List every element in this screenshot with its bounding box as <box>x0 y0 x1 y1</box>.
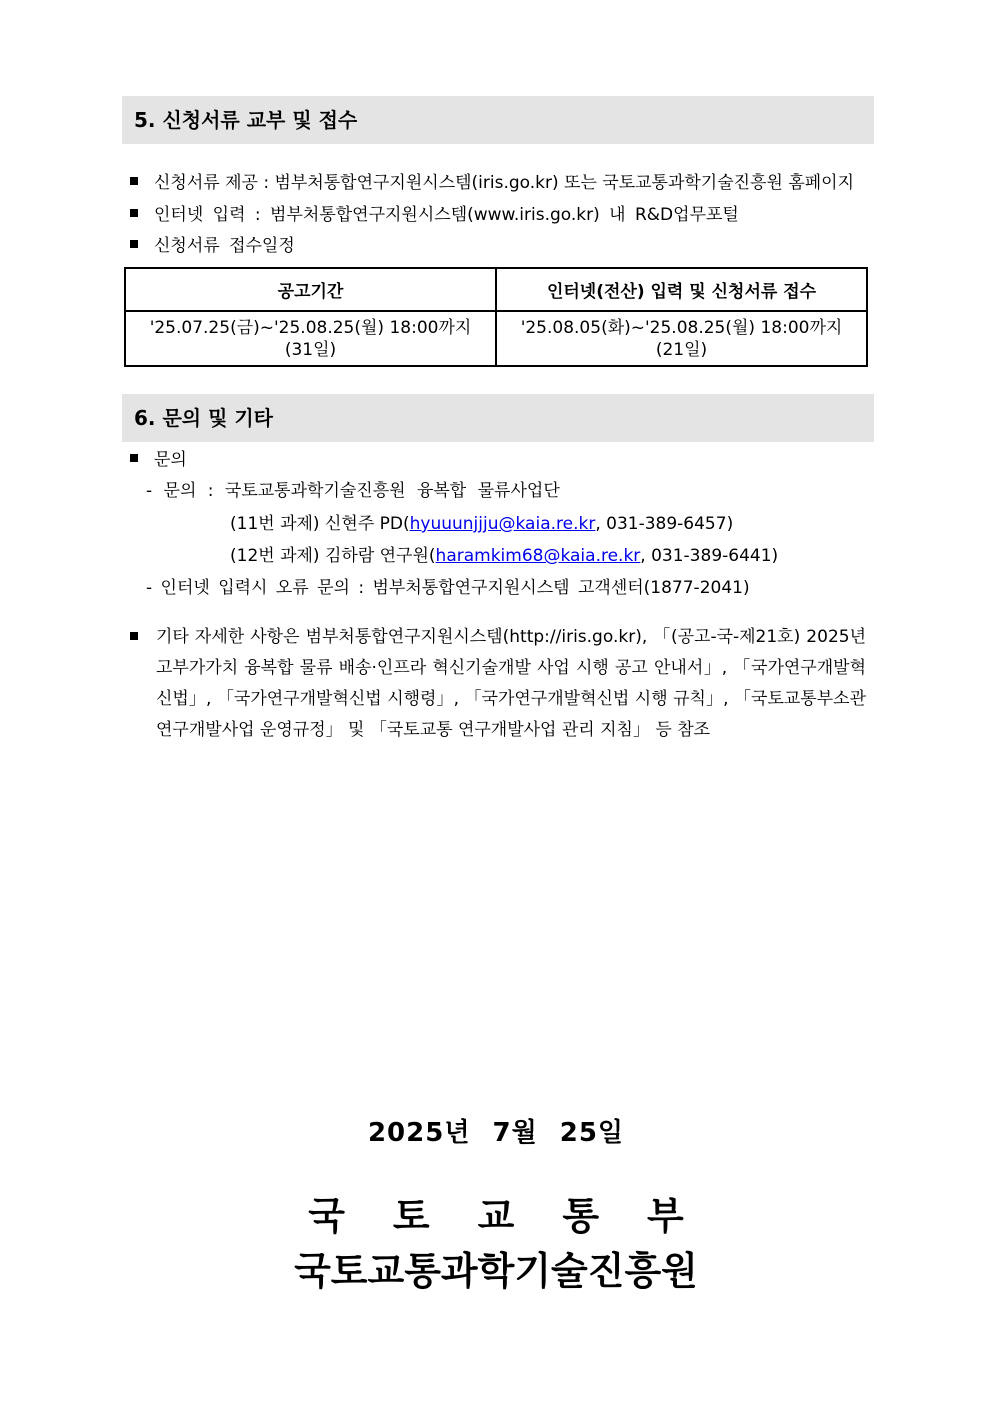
square-bullet-icon <box>130 209 138 217</box>
bullet-inquiry <box>130 449 187 471</box>
cell-input <box>496 311 867 366</box>
section-5-heading: 5. 신청서류 교부 및 접수 <box>122 96 874 144</box>
table-header-row <box>125 268 867 311</box>
error-inquiry: - 인터넷 입력시 오류 문의 : 범부처통합연구지원시스템 고객센터(1877-2041) <box>146 578 750 598</box>
period-days: (31일) <box>284 339 337 360</box>
input-days: (21일) <box>655 339 708 360</box>
contact-prefix: (12번 과제) 김하람 연구원( <box>230 546 436 566</box>
email-link-kim[interactable]: haramkim68@kaia.re.kr <box>435 546 641 566</box>
email-link-shin[interactable]: hyuuunjjju@kaia.re.kr <box>409 514 596 534</box>
bullet-schedule <box>130 235 295 257</box>
input-range: '25.08.05(화)~'25.08.25(월) 18:00까지 <box>520 317 843 338</box>
table-row <box>125 311 867 366</box>
bullet-internet-input <box>130 204 739 226</box>
bullet-text: 인터넷 입력 : 범부처통합연구지원시스템(www.iris.go.kr) 내 R&D업무포털 <box>154 205 739 225</box>
bullet-text: 신청서류 제공 : 범부처통합연구지원시스템(iris.go.kr) 또는 국토교통과학기술진흥원 홈페이지 <box>154 173 855 193</box>
contact-12 <box>230 545 778 567</box>
bullet-text: 문의 <box>154 450 187 470</box>
inquiry-main: - 문의 : 국토교통과학기술진흥원 융복합 물류사업단 <box>146 481 560 501</box>
header-period: 공고기간 <box>125 268 496 311</box>
ministry-name: 국토교통부 <box>308 1194 732 1238</box>
announcement-date: 2025년 7월 25일 <box>367 1118 625 1148</box>
period-range: '25.07.25(금)~'25.08.25(월) 18:00까지 <box>149 317 472 338</box>
square-bullet-icon <box>130 632 138 640</box>
bullet-application-docs <box>130 172 854 194</box>
header-input: 인터넷(전산) 입력 및 신청서류 접수 <box>496 268 867 311</box>
agency-name: 국토교통과학기술진흥원 <box>294 1249 698 1293</box>
schedule-table <box>124 267 868 367</box>
section-6-heading: 6. 문의 및 기타 <box>122 394 874 442</box>
square-bullet-icon <box>130 240 138 248</box>
contact-suffix: , 031-389-6457) <box>595 514 734 534</box>
square-bullet-icon <box>130 454 138 462</box>
contact-prefix: (11번 과제) 신현주 PD( <box>230 514 410 534</box>
bullet-text: 신청서류 접수일정 <box>154 236 295 256</box>
contact-suffix: , 031-389-6441) <box>640 546 779 566</box>
etc-paragraph: 기타 자세한 사항은 범부처통합연구지원시스템(http://iris.go.kr), 「(공고-국-제21호) 2025년 고부가가치 융복합 물류 배송·인프라 혁신기술개발 사업 시행 공고 안내서」, 「국가연구개발혁신법」, 「국가연구개발혁신법 시행령」, 「국가연구개발혁신법 시행 규칙」, 「국토교통부소관 연구개발사업 운영규정」 및 「국토교통 연구개발사업 관리 지침」 등 참조 <box>156 627 866 740</box>
contact-11 <box>230 513 733 535</box>
square-bullet-icon <box>130 177 138 185</box>
cell-period <box>125 311 496 366</box>
